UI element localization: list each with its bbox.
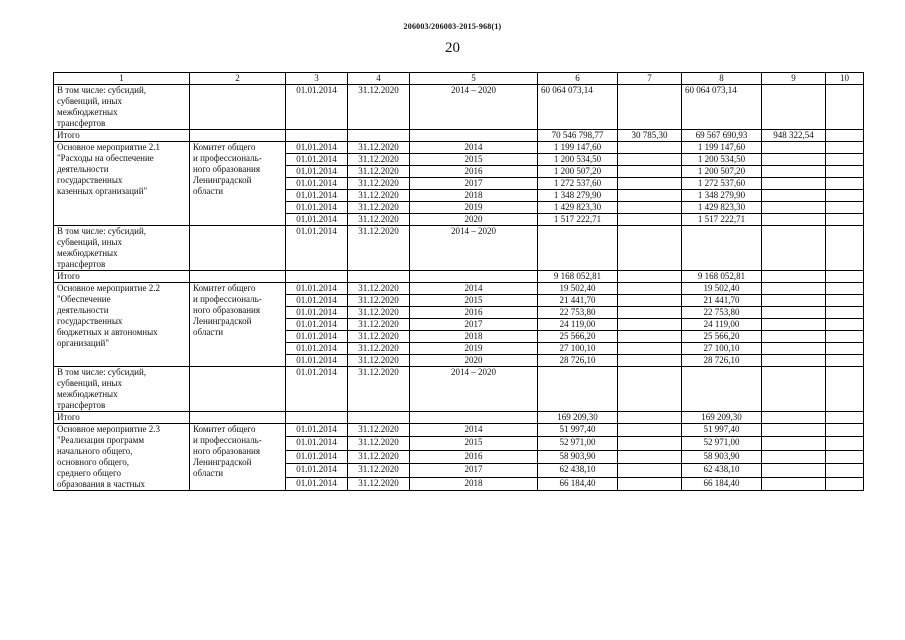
amount-total: 60 064 073,14 [538,85,618,130]
row-label: В том числе: субсидий, субвенций, иных межбюджетных трансфертов [54,367,190,412]
amount-col7 [618,202,682,214]
amount-total: 1 200 507,20 [538,166,618,178]
end-date: 31.12.2020 [348,343,410,355]
amount-col10 [826,450,864,463]
table-body [54,73,864,491]
table-row-total [54,271,864,283]
start-date: 01.01.2014 [286,331,348,343]
amount-col8: 1 200 507,20 [682,166,762,178]
amount-col10 [826,343,864,355]
column-number: 5 [410,73,538,85]
amount-col10 [826,464,864,477]
amount-col9 [762,343,826,355]
amount-col10 [826,190,864,202]
amount-col7 [618,355,682,367]
total-col8: 169 209,30 [682,412,762,424]
amount-col7 [618,343,682,355]
year-range: 2014 – 2020 [410,85,538,130]
total-col8: 9 168 052,81 [682,271,762,283]
amount-col8: 1 348 279,90 [682,190,762,202]
amount-total: 25 566,20 [538,331,618,343]
end-date: 31.12.2020 [348,319,410,331]
column-number: 2 [190,73,286,85]
total-col9 [762,271,826,283]
budget-table [53,72,864,491]
year: 2014 [410,142,538,154]
amount-col8: 66 184,40 [682,477,762,490]
amount-col10 [826,202,864,214]
table-row [54,142,864,154]
start-date: 01.01.2014 [286,85,348,130]
column-number: 8 [682,73,762,85]
amount-total: 21 441,70 [538,295,618,307]
column-number: 10 [826,73,864,85]
start-date: 01.01.2014 [286,367,348,412]
year: 2018 [410,477,538,490]
amount-total: 62 438,10 [538,464,618,477]
amount-col10 [826,355,864,367]
amount-col7 [618,464,682,477]
empty-cell [410,271,538,283]
amount-col8: 28 726,10 [682,355,762,367]
start-date: 01.01.2014 [286,307,348,319]
amount-col7 [618,214,682,226]
column-number: 3 [286,73,348,85]
amount-col9 [762,331,826,343]
column-number: 6 [538,73,618,85]
amount-col10 [826,178,864,190]
amount-col7 [618,85,682,130]
amount-col9 [762,85,826,130]
year: 2016 [410,307,538,319]
amount-col7 [618,437,682,450]
table-row-total [54,130,864,142]
total-col7 [618,271,682,283]
amount-col8: 21 441,70 [682,295,762,307]
executor-name: Комитет общего и профессиональ- ного образования Ленинградской области [190,424,286,491]
amount-col8: 24 119,00 [682,319,762,331]
column-number: 7 [618,73,682,85]
activity-name: Основное мероприятие 2.3 "Реализация программ начального общего, основного общего, среднего общего образования в частных [54,424,190,491]
amount-col7 [618,190,682,202]
start-date: 01.01.2014 [286,464,348,477]
total-col10 [826,271,864,283]
start-date: 01.01.2014 [286,142,348,154]
end-date: 31.12.2020 [348,142,410,154]
amount-col9 [762,283,826,295]
amount-col9 [762,295,826,307]
activity-name: Основное мероприятие 2.2 "Обеспечение деятельности государственных бюджетных и автономных организаций" [54,283,190,367]
amount-col8: 1 272 537,60 [682,178,762,190]
amount-col7 [618,295,682,307]
start-date: 01.01.2014 [286,202,348,214]
end-date: 31.12.2020 [348,464,410,477]
amount-col9 [762,307,826,319]
amount-col7 [618,166,682,178]
amount-col9 [762,355,826,367]
start-date: 01.01.2014 [286,319,348,331]
empty-cell [190,130,286,142]
amount-col7 [618,477,682,490]
amount-total: 1 200 534,50 [538,154,618,166]
column-number-row [54,73,864,85]
start-date: 01.01.2014 [286,343,348,355]
amount-col8: 27 100,10 [682,343,762,355]
amount-col9 [762,142,826,154]
amount-total [538,367,618,412]
amount-total: 1 517 222,71 [538,214,618,226]
total-col8: 69 567 690,93 [682,130,762,142]
amount-col7 [618,154,682,166]
year: 2017 [410,464,538,477]
table-row [54,283,864,295]
end-date: 31.12.2020 [348,166,410,178]
year: 2014 [410,283,538,295]
end-date: 31.12.2020 [348,437,410,450]
start-date: 01.01.2014 [286,178,348,190]
amount-col9 [762,437,826,450]
amount-col10 [826,477,864,490]
executor-cell [190,85,286,130]
amount-col10 [826,307,864,319]
year: 2017 [410,319,538,331]
empty-cell [348,271,410,283]
empty-cell [410,130,538,142]
amount-total: 1 272 537,60 [538,178,618,190]
amount-col9 [762,477,826,490]
table-row-subsidies [54,85,864,130]
amount-col10 [826,85,864,130]
amount-col9 [762,154,826,166]
total-label: Итого [54,271,190,283]
amount-col8: 60 064 073,14 [682,85,762,130]
amount-col7 [618,319,682,331]
end-date: 31.12.2020 [348,85,410,130]
start-date: 01.01.2014 [286,424,348,437]
amount-col10 [826,214,864,226]
row-label: В том числе: субсидий, субвенций, иных межбюджетных трансфертов [54,226,190,271]
year: 2020 [410,214,538,226]
total-col9: 948 322,54 [762,130,826,142]
year: 2016 [410,450,538,463]
end-date: 31.12.2020 [348,424,410,437]
end-date: 31.12.2020 [348,477,410,490]
year: 2018 [410,331,538,343]
year-range: 2014 – 2020 [410,367,538,412]
total-label: Итого [54,412,190,424]
year: 2014 [410,424,538,437]
column-number: 1 [54,73,190,85]
end-date: 31.12.2020 [348,178,410,190]
amount-col9 [762,450,826,463]
end-date: 31.12.2020 [348,283,410,295]
amount-total: 58 903,90 [538,450,618,463]
empty-cell [410,412,538,424]
amount-col10 [826,142,864,154]
empty-cell [190,412,286,424]
amount-col7 [618,142,682,154]
empty-cell [286,130,348,142]
amount-col10 [826,331,864,343]
row-label: В том числе: субсидий, субвенций, иных межбюджетных трансфертов [54,85,190,130]
table-row [54,424,864,437]
column-number: 9 [762,73,826,85]
start-date: 01.01.2014 [286,190,348,202]
amount-col10 [826,424,864,437]
year: 2015 [410,154,538,166]
amount-col10 [826,367,864,412]
page-number: 20 [445,40,460,56]
total-col7 [618,412,682,424]
amount-col9 [762,202,826,214]
total-col6: 9 168 052,81 [538,271,618,283]
amount-col8 [682,367,762,412]
amount-col7 [618,226,682,271]
year: 2019 [410,202,538,214]
amount-col8: 19 502,40 [682,283,762,295]
total-col10 [826,412,864,424]
amount-col7 [618,367,682,412]
amount-col10 [826,295,864,307]
amount-col9 [762,166,826,178]
amount-col10 [826,319,864,331]
empty-cell [348,130,410,142]
executor-cell [190,367,286,412]
end-date: 31.12.2020 [348,226,410,271]
start-date: 01.01.2014 [286,214,348,226]
end-date: 31.12.2020 [348,355,410,367]
table-row-subsidies [54,367,864,412]
amount-col7 [618,450,682,463]
amount-col8: 1 200 534,50 [682,154,762,166]
start-date: 01.01.2014 [286,154,348,166]
amount-col9 [762,424,826,437]
amount-col9 [762,214,826,226]
total-col6: 169 209,30 [538,412,618,424]
amount-total: 24 119,00 [538,319,618,331]
end-date: 31.12.2020 [348,214,410,226]
year: 2015 [410,437,538,450]
amount-total: 27 100,10 [538,343,618,355]
start-date: 01.01.2014 [286,283,348,295]
total-col9 [762,412,826,424]
end-date: 31.12.2020 [348,154,410,166]
amount-col10 [826,283,864,295]
amount-total: 19 502,40 [538,283,618,295]
start-date: 01.01.2014 [286,166,348,178]
amount-col9 [762,319,826,331]
year-range: 2014 – 2020 [410,226,538,271]
empty-cell [190,271,286,283]
amount-total: 1 348 279,90 [538,190,618,202]
amount-total: 28 726,10 [538,355,618,367]
end-date: 31.12.2020 [348,295,410,307]
executor-name: Комитет общего и профессиональ- ного образования Ленинградской области [190,142,286,226]
end-date: 31.12.2020 [348,450,410,463]
total-col6: 70 546 798,77 [538,130,618,142]
start-date: 01.01.2014 [286,437,348,450]
amount-total: 66 184,40 [538,477,618,490]
empty-cell [286,271,348,283]
amount-total: 22 753,80 [538,307,618,319]
total-label: Итого [54,130,190,142]
amount-col10 [826,437,864,450]
end-date: 31.12.2020 [348,190,410,202]
start-date: 01.01.2014 [286,355,348,367]
amount-col8: 22 753,80 [682,307,762,319]
amount-col9 [762,190,826,202]
amount-col7 [618,283,682,295]
amount-col8 [682,226,762,271]
amount-total: 51 997,40 [538,424,618,437]
executor-name: Комитет общего и профессиональ- ного образования Ленинградской области [190,283,286,367]
end-date: 31.12.2020 [348,367,410,412]
amount-total [538,226,618,271]
year: 2020 [410,355,538,367]
amount-total: 1 199 147,60 [538,142,618,154]
year: 2017 [410,178,538,190]
year: 2019 [410,343,538,355]
amount-col10 [826,154,864,166]
table-row-subsidies [54,226,864,271]
amount-col7 [618,424,682,437]
empty-cell [348,412,410,424]
year: 2016 [410,166,538,178]
amount-col7 [618,331,682,343]
start-date: 01.01.2014 [286,450,348,463]
document-id: 206003/206003-2015-968(1) [403,22,502,31]
activity-name: Основное мероприятие 2.1 "Расходы на обеспечение деятельности государственных казенных организаций" [54,142,190,226]
executor-cell [190,226,286,271]
table-row-total [54,412,864,424]
end-date: 31.12.2020 [348,331,410,343]
total-col10 [826,130,864,142]
amount-col8: 58 903,90 [682,450,762,463]
amount-col8: 25 566,20 [682,331,762,343]
amount-col9 [762,367,826,412]
amount-col7 [618,178,682,190]
amount-col9 [762,226,826,271]
amount-col8: 1 429 823,30 [682,202,762,214]
amount-col9 [762,178,826,190]
amount-col7 [618,307,682,319]
amount-col8: 1 199 147,60 [682,142,762,154]
amount-col10 [826,166,864,178]
start-date: 01.01.2014 [286,226,348,271]
year: 2015 [410,295,538,307]
column-number: 4 [348,73,410,85]
amount-col9 [762,464,826,477]
end-date: 31.12.2020 [348,202,410,214]
amount-total: 1 429 823,30 [538,202,618,214]
amount-total: 52 971,00 [538,437,618,450]
amount-col8: 62 438,10 [682,464,762,477]
total-col7: 30 785,30 [618,130,682,142]
amount-col8: 52 971,00 [682,437,762,450]
amount-col8: 51 997,40 [682,424,762,437]
end-date: 31.12.2020 [348,307,410,319]
empty-cell [286,412,348,424]
start-date: 01.01.2014 [286,295,348,307]
year: 2018 [410,190,538,202]
amount-col10 [826,226,864,271]
start-date: 01.01.2014 [286,477,348,490]
amount-col8: 1 517 222,71 [682,214,762,226]
